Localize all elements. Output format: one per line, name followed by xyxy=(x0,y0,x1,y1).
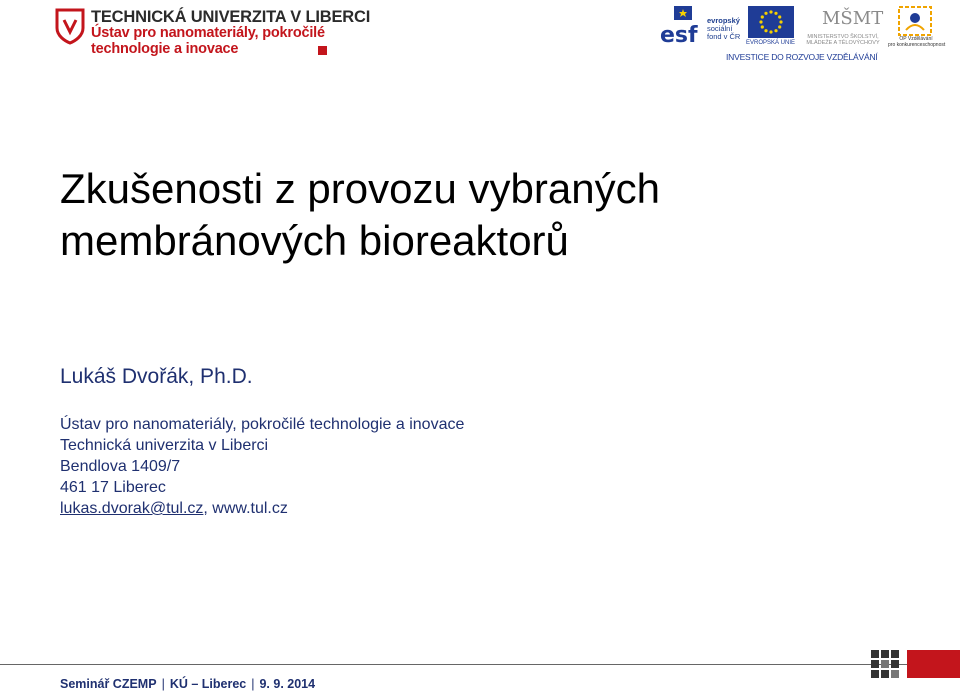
footer-text xyxy=(60,677,315,691)
web-address: www.tul.cz xyxy=(212,500,288,517)
address-street: Bendlova 1409/7 xyxy=(60,458,181,475)
svg-text:MŠMT: MŠMT xyxy=(822,8,884,29)
investment-slogan: INVESTICE DO ROZVOJE VZDĚLÁVÁNÍ xyxy=(726,52,878,62)
msmt-line1: MINISTERSTVO ŠKOLSTVÍ, xyxy=(807,34,879,40)
slide-title xyxy=(60,163,860,267)
esf-line2: sociální xyxy=(707,24,733,33)
footer-red-bar xyxy=(907,650,960,678)
tul-name: TECHNICKÁ UNIVERZITA V LIBERCI xyxy=(91,8,371,26)
address-block xyxy=(60,414,464,519)
esf-line1: evropský xyxy=(707,16,740,25)
title-line2: membránových bioreaktorů xyxy=(60,217,569,264)
msmt-line2: MLÁDEŽE A TĚLOVÝCHOVY xyxy=(806,40,880,46)
author-name: Lukáš Dvořák, Ph.D. xyxy=(60,365,253,388)
esf-logo-icon xyxy=(660,6,705,46)
address-contacts xyxy=(60,498,464,519)
tul-red-square xyxy=(318,46,327,55)
tul-institute-line1: Ústav pro nanomateriály, pokročilé xyxy=(91,25,325,41)
msmt-text xyxy=(798,34,888,46)
op-text xyxy=(888,36,944,48)
tul-logo xyxy=(55,8,371,57)
tul-grid-icon xyxy=(871,650,899,678)
tul-institute-line2: technologie a inovace xyxy=(91,41,239,57)
op-education-icon xyxy=(898,6,932,36)
footer-separator: | xyxy=(161,677,165,691)
op-line1: OP Vzdělávání xyxy=(899,36,933,42)
address-university: Technická univerzita v Liberci xyxy=(60,437,269,454)
title-line1: Zkušenosti z provozu vybraných xyxy=(60,165,660,212)
tul-shield-icon xyxy=(55,8,85,44)
footer-separator: | xyxy=(251,677,255,691)
footer-date: 9. 9. 2014 xyxy=(259,677,316,691)
eu-flag-icon xyxy=(748,6,794,38)
footer-venue: KÚ – Liberec xyxy=(169,677,247,691)
esf-line3: fond v ČR xyxy=(707,32,741,41)
email-link[interactable]: lukas.dvorak@tul.cz xyxy=(60,500,204,517)
footer-event: Seminář CZEMP xyxy=(60,677,157,691)
contact-separator: , xyxy=(203,500,213,517)
op-logos-strip xyxy=(660,4,945,62)
esf-text xyxy=(707,17,740,41)
address-institute: Ústav pro nanomateriály, pokročilé technologie a inovace xyxy=(60,416,465,433)
msmt-logo-icon xyxy=(820,4,884,34)
svg-text:esf: esf xyxy=(660,23,698,48)
op-line2: pro konkurenceschopnost xyxy=(888,42,946,48)
footer-divider xyxy=(0,664,960,665)
eu-label: EVROPSKÁ UNIE xyxy=(746,40,796,46)
address-city: 461 17 Liberec xyxy=(60,479,166,496)
